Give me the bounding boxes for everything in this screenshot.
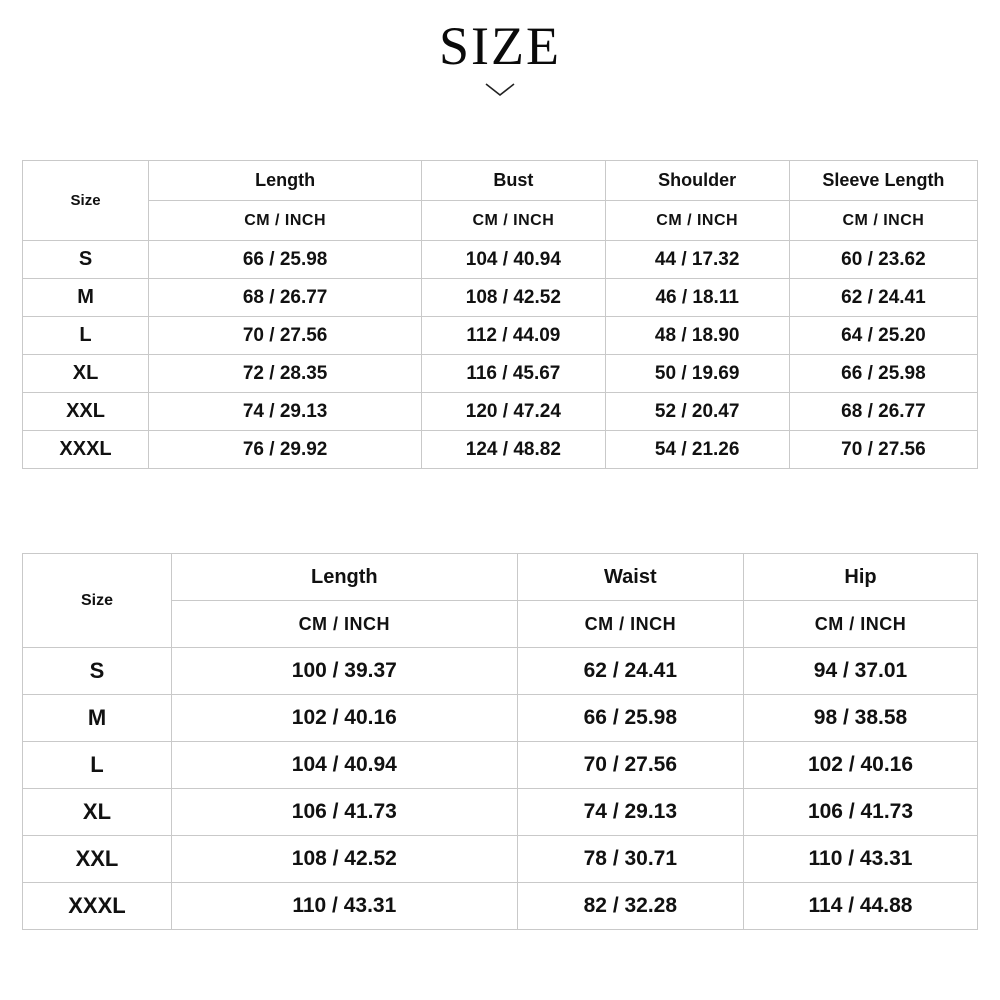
table-row	[23, 241, 978, 279]
cell-hip: 94 / 37.01	[744, 648, 978, 695]
cell-length: 108 / 42.52	[171, 836, 517, 883]
table-row	[23, 695, 978, 742]
table-header-row	[23, 554, 978, 601]
cell-length: 100 / 39.37	[171, 648, 517, 695]
table-row	[23, 317, 978, 355]
cell-hip: 114 / 44.88	[744, 883, 978, 930]
page-title: SIZE	[439, 16, 561, 76]
cell-waist: 62 / 24.41	[517, 648, 743, 695]
table-row	[23, 883, 978, 930]
cell-hip: 106 / 41.73	[744, 789, 978, 836]
row-size-label: S	[23, 241, 149, 279]
table-unit-row	[23, 201, 978, 241]
cell-length: 106 / 41.73	[171, 789, 517, 836]
cell-hip: 102 / 40.16	[744, 742, 978, 789]
table-row	[23, 431, 978, 469]
unit-label-waist: CM / INCH	[517, 601, 743, 648]
cell-length: 74 / 29.13	[149, 393, 422, 431]
table-row	[23, 836, 978, 883]
cell-waist: 74 / 29.13	[517, 789, 743, 836]
table-row	[23, 742, 978, 789]
row-size-label: M	[23, 279, 149, 317]
cell-length: 68 / 26.77	[149, 279, 422, 317]
row-size-label: L	[23, 317, 149, 355]
row-size-label: XXXL	[23, 883, 172, 930]
column-header-length: Length	[149, 161, 422, 201]
cell-sleeve-length: 68 / 26.77	[789, 393, 977, 431]
cell-sleeve-length: 66 / 25.98	[789, 355, 977, 393]
page-header	[0, 0, 1000, 99]
top-size-table	[22, 160, 978, 469]
table-top-measurements	[22, 160, 978, 469]
row-size-label: XXXL	[23, 431, 149, 469]
column-header-shoulder: Shoulder	[605, 161, 789, 201]
cell-shoulder: 50 / 19.69	[605, 355, 789, 393]
unit-label-bust: CM / INCH	[422, 201, 605, 241]
cell-bust: 124 / 48.82	[422, 431, 605, 469]
cell-shoulder: 48 / 18.90	[605, 317, 789, 355]
cell-hip: 110 / 43.31	[744, 836, 978, 883]
row-size-label: XL	[23, 355, 149, 393]
cell-sleeve-length: 64 / 25.20	[789, 317, 977, 355]
cell-bust: 108 / 42.52	[422, 279, 605, 317]
corner-label: Size	[23, 554, 172, 648]
column-header-waist: Waist	[517, 554, 743, 601]
column-header-sleeve-length: Sleeve Length	[789, 161, 977, 201]
unit-label-length: CM / INCH	[171, 601, 517, 648]
chevron-down-icon	[0, 81, 1000, 99]
column-header-length: Length	[171, 554, 517, 601]
cell-waist: 70 / 27.56	[517, 742, 743, 789]
cell-length: 102 / 40.16	[171, 695, 517, 742]
row-size-label: XL	[23, 789, 172, 836]
table-row	[23, 279, 978, 317]
row-size-label: S	[23, 648, 172, 695]
table-header-row	[23, 161, 978, 201]
cell-sleeve-length: 70 / 27.56	[789, 431, 977, 469]
column-header-bust: Bust	[422, 161, 605, 201]
unit-label-shoulder: CM / INCH	[605, 201, 789, 241]
table-row	[23, 789, 978, 836]
cell-bust: 104 / 40.94	[422, 241, 605, 279]
cell-shoulder: 46 / 18.11	[605, 279, 789, 317]
cell-bust: 116 / 45.67	[422, 355, 605, 393]
cell-length: 104 / 40.94	[171, 742, 517, 789]
cell-length: 66 / 25.98	[149, 241, 422, 279]
cell-waist: 78 / 30.71	[517, 836, 743, 883]
row-size-label: L	[23, 742, 172, 789]
cell-shoulder: 54 / 21.26	[605, 431, 789, 469]
cell-shoulder: 44 / 17.32	[605, 241, 789, 279]
cell-hip: 98 / 38.58	[744, 695, 978, 742]
table-row	[23, 648, 978, 695]
cell-length: 70 / 27.56	[149, 317, 422, 355]
unit-label-length: CM / INCH	[149, 201, 422, 241]
cell-sleeve-length: 60 / 23.62	[789, 241, 977, 279]
cell-length: 110 / 43.31	[171, 883, 517, 930]
cell-sleeve-length: 62 / 24.41	[789, 279, 977, 317]
corner-label: Size	[23, 161, 149, 241]
cell-bust: 112 / 44.09	[422, 317, 605, 355]
cell-length: 76 / 29.92	[149, 431, 422, 469]
cell-waist: 66 / 25.98	[517, 695, 743, 742]
row-size-label: XXL	[23, 393, 149, 431]
unit-label-hip: CM / INCH	[744, 601, 978, 648]
bottom-size-table	[22, 553, 978, 930]
cell-length: 72 / 28.35	[149, 355, 422, 393]
row-size-label: M	[23, 695, 172, 742]
table-row	[23, 355, 978, 393]
row-size-label: XXL	[23, 836, 172, 883]
cell-waist: 82 / 32.28	[517, 883, 743, 930]
unit-label-sleeve-length: CM / INCH	[789, 201, 977, 241]
table-row	[23, 393, 978, 431]
column-header-hip: Hip	[744, 554, 978, 601]
table-bottom-measurements	[22, 553, 978, 930]
cell-bust: 120 / 47.24	[422, 393, 605, 431]
cell-shoulder: 52 / 20.47	[605, 393, 789, 431]
